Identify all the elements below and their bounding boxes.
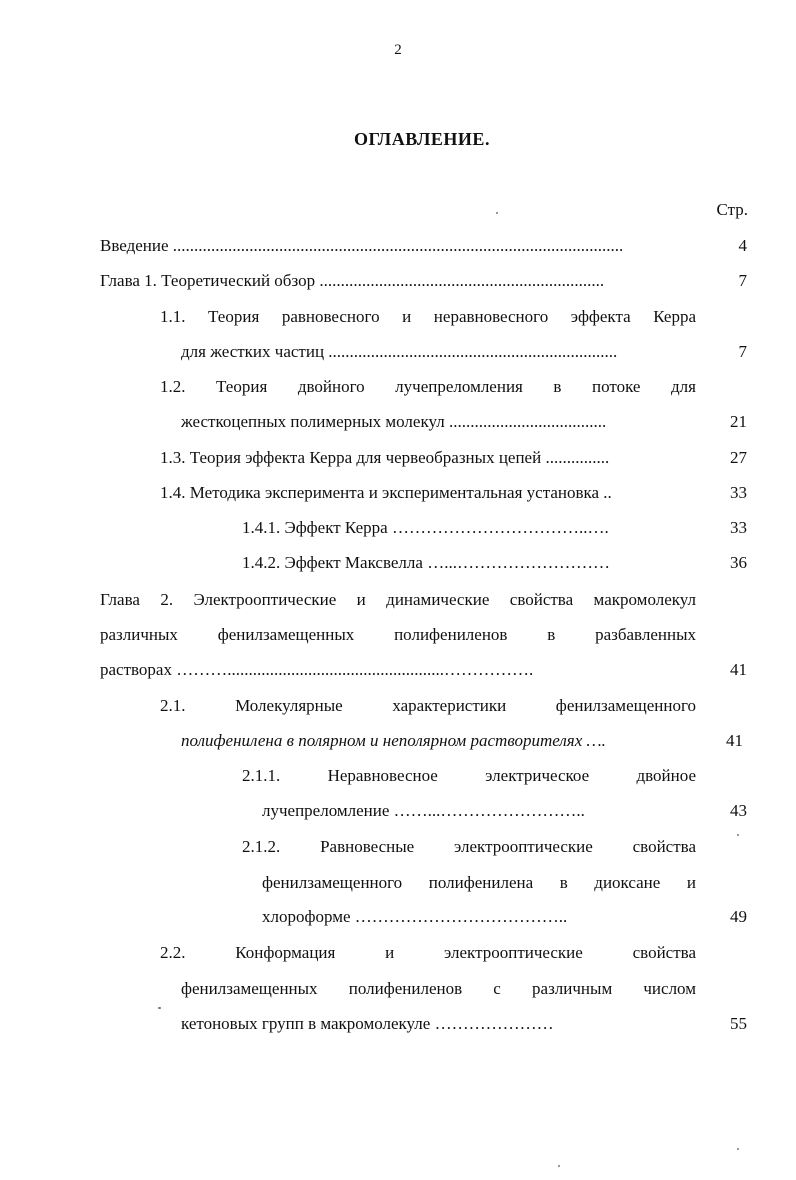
toc-entry-text: кетоновых групп в макромолекуле ………………… [181, 1014, 554, 1033]
toc-page-number: 7 [738, 342, 747, 361]
toc-entry-text: 2.1. Молекулярные характеристики фенилзамещенного [160, 696, 696, 715]
toc-entry-text: 2.1.2. Равновесные электрооптические свойства [242, 837, 696, 856]
toc-page-number: 4 [738, 236, 747, 255]
toc-entry-text: 2.1.1. Неравновесное электрическое двойное [242, 766, 696, 785]
toc-entry-text: 1.2. Теория двойного лучепреломления в потоке для [160, 377, 696, 396]
toc-entry-chapter-1[interactable] [0, 269, 796, 293]
toc-entry-chapter-2-cont[interactable] [0, 623, 796, 647]
toc-entry-intro[interactable] [0, 234, 796, 258]
toc-entry-2-1-2-cont[interactable] [0, 905, 796, 929]
scan-speck [558, 1165, 560, 1167]
toc-page-number: 7 [738, 271, 747, 290]
toc-entry-2-2-cont[interactable] [0, 977, 796, 1001]
toc-entry-text: Введение .......................................................................................................... [100, 236, 624, 255]
toc-entry-1-4[interactable] [0, 481, 796, 505]
toc-entry-text: жесткоцепных полимерных молекул ..................................... [181, 412, 607, 431]
toc-entry-text: 1.4.1. Эффект Керра ……………………………..…. [242, 518, 609, 537]
toc-entry-text: для жестких частиц .................................................................... [181, 342, 618, 361]
toc-entry-text: хлороформе ……………………………….. [262, 907, 568, 926]
toc-entry-text: Глава 2. Электрооптические и динамические свойства макромолекул [100, 590, 696, 609]
page-number: 2 [394, 42, 402, 58]
toc-entry-2-1-1[interactable] [0, 764, 796, 788]
toc-entry-text: 1.4.2. Эффект Максвелла …...……………………… [242, 553, 610, 572]
toc-page-number: 41 [730, 660, 747, 679]
scan-speck [158, 1007, 161, 1009]
toc-entry-2-1-1-cont[interactable] [0, 799, 796, 823]
page-title: ОГЛАВЛЕНИЕ. [354, 129, 490, 149]
toc-entry-2-1[interactable] [0, 694, 796, 718]
toc-entry-2-2[interactable] [0, 941, 796, 965]
toc-entry-2-1-2[interactable] [0, 835, 796, 859]
page-column-label: Стр. [716, 200, 748, 219]
toc-entry-1-4-2[interactable] [0, 551, 796, 575]
toc-entry-1-2-cont[interactable] [0, 410, 796, 434]
toc-page-number: 41 [726, 731, 743, 750]
toc-page-number: 43 [730, 801, 747, 820]
toc-entry-text: фенилзамещенных полифениленов с различным числом [181, 979, 696, 998]
toc-entry-chapter-2-cont[interactable] [0, 658, 796, 682]
toc-page-number: 33 [730, 483, 747, 502]
toc-entry-text: фенилзамещенного полифенилена в диоксане и [262, 873, 696, 892]
toc-page-number: 55 [730, 1014, 747, 1033]
toc-entry-1-1-cont[interactable] [0, 340, 796, 364]
toc-page-number: 49 [730, 907, 747, 926]
toc-entry-text: полифенилена в полярном и неполярном растворителях …. [181, 731, 606, 750]
toc-page-number: 27 [730, 448, 747, 467]
toc-entry-text: лучепреломление ……...…………………….. [262, 801, 585, 820]
toc-entry-text: Глава 1. Теоретический обзор ................................................................... [100, 271, 605, 290]
toc-entry-text: 2.2. Конформация и электрооптические свойства [160, 943, 696, 962]
toc-entry-1-2[interactable] [0, 375, 796, 399]
toc-entry-text: различных фенилзамещенных полифениленов в разбавленных [100, 625, 696, 644]
toc-entry-chapter-2[interactable] [0, 588, 796, 612]
toc-page-number: 36 [730, 553, 747, 572]
toc-entry-text: 1.4. Методика эксперимента и экспериментальная установка .. [160, 483, 612, 502]
toc-entry-2-1-cont[interactable] [0, 729, 796, 753]
toc-entry-text: 1.3. Теория эффекта Керра для червеобразных цепей ............... [160, 448, 610, 467]
toc-entry-2-1-2-cont[interactable] [0, 871, 796, 895]
toc-entry-1-1[interactable] [0, 305, 796, 329]
toc-entry-1-3[interactable] [0, 446, 796, 470]
toc-entry-text: 1.1. Теория равновесного и неравновесного эффекта Керра [160, 307, 696, 326]
scan-speck [496, 212, 498, 214]
toc-entry-1-4-1[interactable] [0, 516, 796, 540]
toc-entry-text: растворах ………...................................................……………. [100, 660, 534, 679]
toc-entry-2-2-cont[interactable] [0, 1012, 796, 1036]
scan-speck [737, 1148, 739, 1150]
toc-page-number: 21 [730, 412, 747, 431]
toc-page-number: 33 [730, 518, 747, 537]
scan-speck [737, 834, 739, 836]
